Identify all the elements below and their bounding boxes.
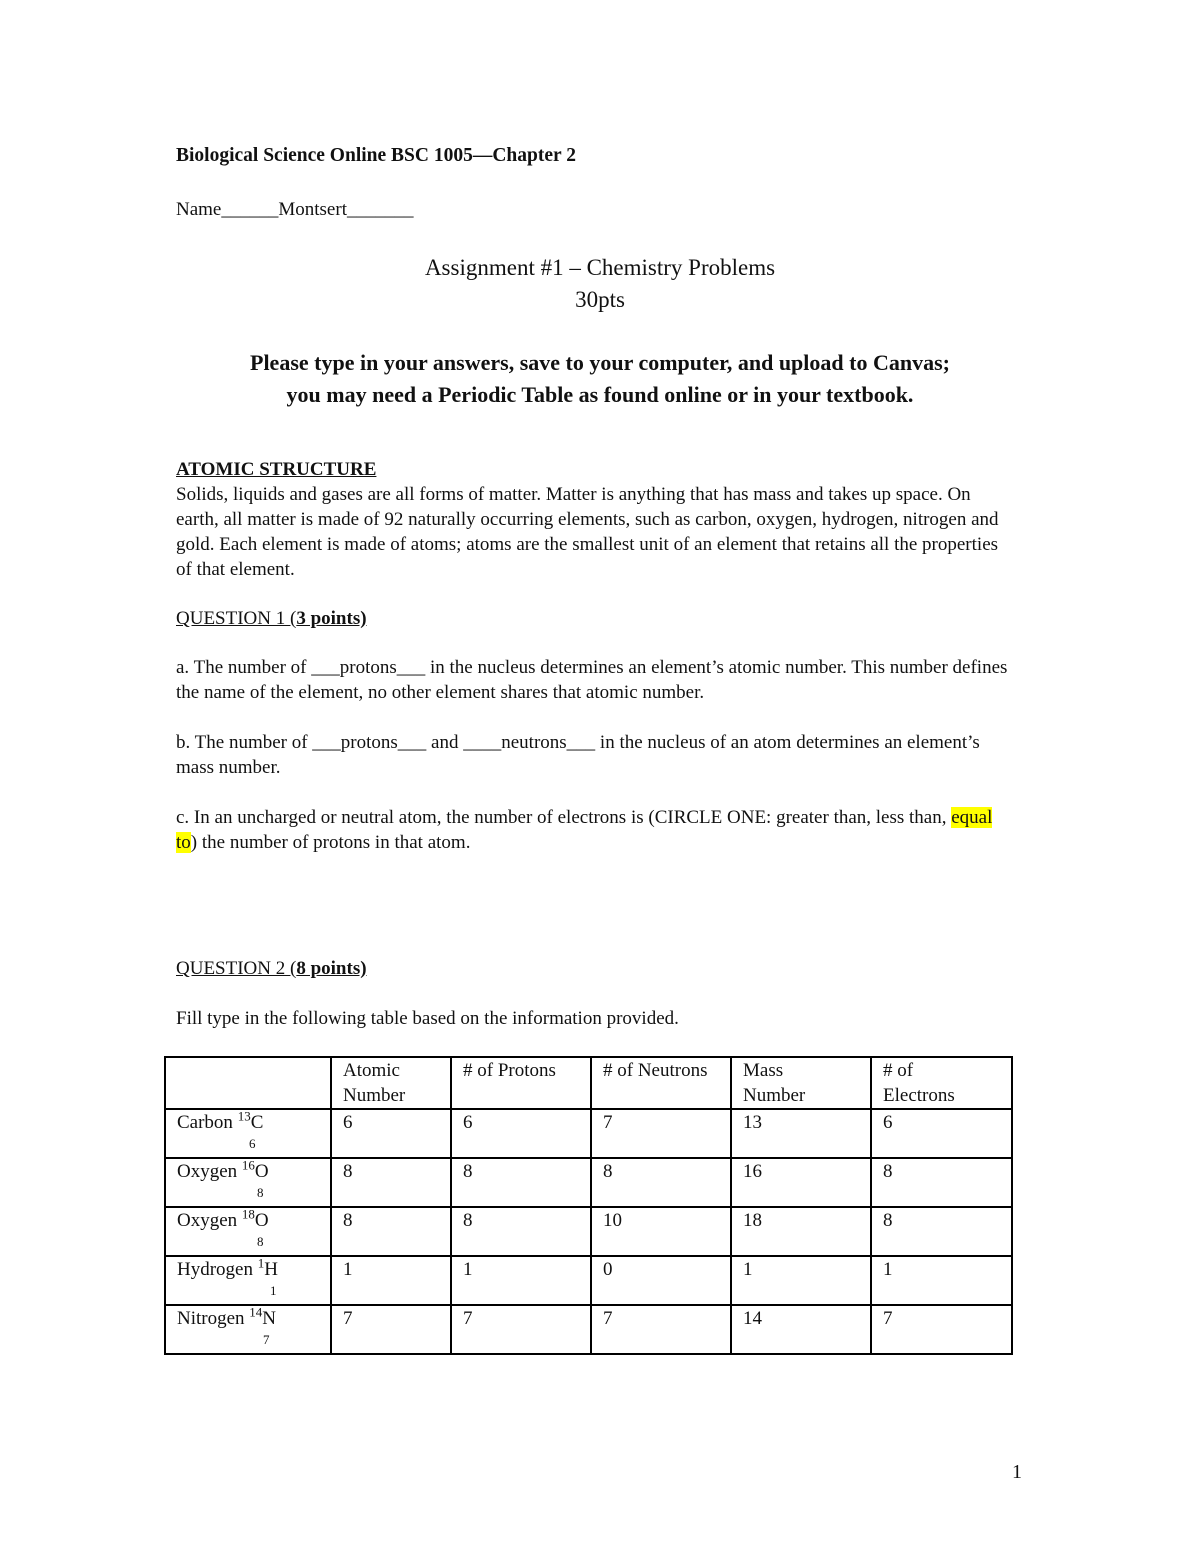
electrons-cell: 8 xyxy=(871,1158,1012,1207)
table-row xyxy=(165,1109,1012,1158)
atomic-number-cell: 8 xyxy=(331,1207,451,1256)
highlighted-answer: equal to xyxy=(176,807,993,853)
element-name: Oxygen xyxy=(177,1161,242,1182)
protons-cell: 8 xyxy=(451,1207,591,1256)
course-title: Biological Science Online BSC 1005—Chapter 2 xyxy=(176,145,576,166)
element-name: Nitrogen xyxy=(177,1308,250,1329)
table-header-row xyxy=(165,1057,1012,1109)
header-atomic-number-line-1: Atomic xyxy=(343,1060,400,1081)
table-row xyxy=(165,1207,1012,1256)
element-cell xyxy=(165,1109,331,1158)
electrons-cell: 8 xyxy=(871,1207,1012,1256)
electrons-cell: 6 xyxy=(871,1109,1012,1158)
question-1c xyxy=(176,805,1016,855)
element-symbol: N xyxy=(262,1308,277,1329)
table-row xyxy=(165,1158,1012,1207)
atomic-number-cell: 7 xyxy=(331,1305,451,1354)
table-row xyxy=(165,1256,1012,1305)
element-symbol: H xyxy=(264,1259,278,1280)
isotope-atomic-number: 8 xyxy=(257,1185,264,1200)
header-mass-number-line-1: Mass xyxy=(743,1060,784,1081)
isotope-atomic-number: 6 xyxy=(249,1136,256,1151)
element-cell xyxy=(165,1305,331,1354)
question-1c-text-before: c. In an uncharged or neutral atom, the number of electrons is (CIRCLE ONE: greater than, less than, xyxy=(176,807,952,828)
element-cell xyxy=(165,1256,331,1305)
header-neutrons: # of Neutrons xyxy=(591,1057,731,1109)
element-cell xyxy=(165,1158,331,1207)
electrons-cell: 1 xyxy=(871,1256,1012,1305)
question-2-label: QUESTION 2 ( xyxy=(176,958,297,979)
question-2-instruction: Fill type in the following table based on the information provided. xyxy=(176,1008,679,1029)
header-electrons xyxy=(871,1057,1012,1109)
isotope-mass: 13 xyxy=(237,1108,251,1124)
isotope-atomic-number: 1 xyxy=(270,1283,277,1298)
question-1-heading xyxy=(176,606,367,631)
instructions-line-2: you may need a Periodic Table as found online or in your textbook. xyxy=(286,382,914,407)
atomic-number-cell: 1 xyxy=(331,1256,451,1305)
mass-number-cell: 18 xyxy=(731,1207,871,1256)
header-atomic-number-line-2: Number xyxy=(343,1085,406,1106)
question-1-points: 3 points) xyxy=(296,608,367,629)
instructions xyxy=(0,347,1200,411)
question-1b: b. The number of ___protons___ and ____neutrons___ in the nucleus of an atom determines an element’s mass number. xyxy=(176,732,980,778)
question-2-points: 8 points) xyxy=(296,958,367,979)
isotope-mass: 16 xyxy=(241,1157,255,1173)
question-1a: a. The number of ___protons___ in the nucleus determines an element’s atomic number. This number defines the name of the element, no other element shares that atomic number. xyxy=(176,657,1008,703)
element-name: Carbon xyxy=(177,1112,238,1133)
mass-number-cell: 13 xyxy=(731,1109,871,1158)
header-mass-number xyxy=(731,1057,871,1109)
header-mass-number-line-2: Number xyxy=(743,1085,806,1106)
table-row xyxy=(165,1305,1012,1354)
element-symbol: C xyxy=(250,1112,264,1133)
protons-cell: 7 xyxy=(451,1305,591,1354)
element-table xyxy=(164,1056,1013,1355)
header-protons: # of Protons xyxy=(451,1057,591,1109)
element-symbol: O xyxy=(254,1161,269,1182)
neutrons-cell: 8 xyxy=(591,1158,731,1207)
element-symbol: O xyxy=(254,1210,269,1231)
atomic-number-cell: 8 xyxy=(331,1158,451,1207)
isotope-atomic-number: 8 xyxy=(257,1234,264,1249)
neutrons-cell: 10 xyxy=(591,1207,731,1256)
intro-paragraph: Solids, liquids and gases are all forms of matter. Matter is anything that has mass and takes up space. On earth, all matter is made of 92 naturally occurring elements, such as carbon, oxygen, hydrogen, nitrogen and gold. Each element is made of atoms; atoms are the smallest unit of an element that retains all the properties of that element. xyxy=(176,484,999,580)
neutrons-cell: 7 xyxy=(591,1109,731,1158)
element-cell xyxy=(165,1207,331,1256)
element-name: Hydrogen xyxy=(177,1259,258,1280)
student-name-line: Name______Montsert_______ xyxy=(176,199,414,220)
protons-cell: 6 xyxy=(451,1109,591,1158)
assignment-title: Assignment #1 – Chemistry Problems xyxy=(424,255,776,280)
isotope-mass: 14 xyxy=(249,1304,263,1320)
question-1-label: QUESTION 1 ( xyxy=(176,608,297,629)
header-electrons-line-2: Electrons xyxy=(883,1085,955,1106)
neutrons-cell: 7 xyxy=(591,1305,731,1354)
header-electrons-line-1: # of xyxy=(883,1060,914,1081)
question-1c-text-after: ) the number of protons in that atom. xyxy=(190,832,471,853)
instructions-line-1: Please type in your answers, save to your computer, and upload to Canvas; xyxy=(250,350,950,375)
isotope-mass: 18 xyxy=(241,1206,255,1222)
page-number: 1 xyxy=(1012,1461,1022,1483)
mass-number-cell: 16 xyxy=(731,1158,871,1207)
header-element xyxy=(165,1057,331,1109)
isotope-atomic-number: 7 xyxy=(263,1332,270,1347)
neutrons-cell: 0 xyxy=(591,1256,731,1305)
element-name: Oxygen xyxy=(177,1210,242,1231)
mass-number-cell: 1 xyxy=(731,1256,871,1305)
mass-number-cell: 14 xyxy=(731,1305,871,1354)
isotope-mass: 1 xyxy=(257,1255,265,1271)
protons-cell: 1 xyxy=(451,1256,591,1305)
protons-cell: 8 xyxy=(451,1158,591,1207)
electrons-cell: 7 xyxy=(871,1305,1012,1354)
header-atomic-number xyxy=(331,1057,451,1109)
section-heading-atomic-structure: ATOMIC STRUCTURE xyxy=(176,459,377,480)
atomic-number-cell: 6 xyxy=(331,1109,451,1158)
assignment-points: 30pts xyxy=(575,287,625,312)
question-2-heading xyxy=(176,956,367,981)
